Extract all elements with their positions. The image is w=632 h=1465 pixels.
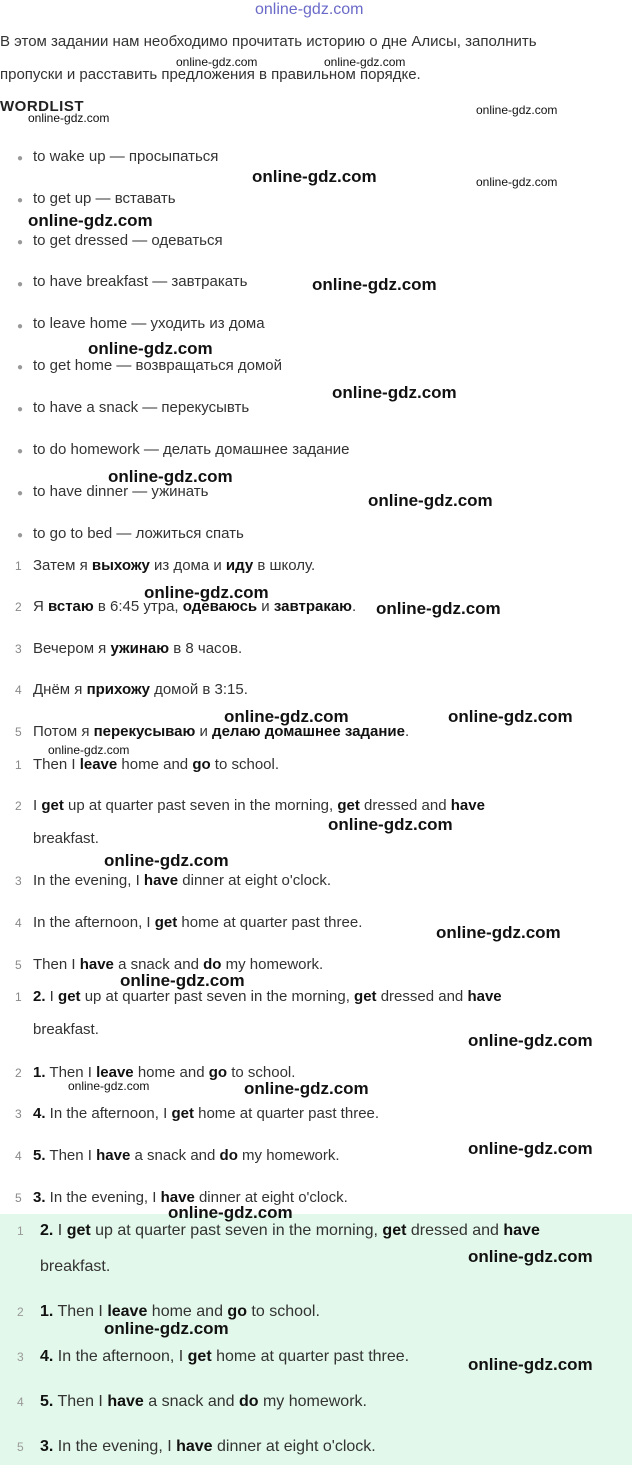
row-number: 1 (17, 1224, 24, 1238)
watermark: online-gdz.com (328, 815, 453, 834)
row-number: 5 (15, 725, 22, 739)
answer-sentence: 5. Then I have a snack and do my homework. (40, 1393, 367, 1410)
ordered-sentence: 2. I get up at quarter past seven in the morning, get dressed and have (33, 988, 502, 1005)
wordlist-item: to leave home — уходить из дома (33, 315, 265, 332)
bullet-icon: ● (17, 279, 24, 290)
watermark: online-gdz.com (255, 1, 364, 18)
watermark: online-gdz.com (104, 1319, 229, 1338)
row-number: 3 (15, 1107, 22, 1121)
row-number: 2 (15, 600, 22, 614)
russian-sentence: Затем я выхожу из дома и иду в школу. (33, 557, 316, 574)
watermark: online-gdz.com (468, 1031, 593, 1050)
watermark: online-gdz.com (476, 175, 558, 189)
russian-sentence: Я встаю в 6:45 утра, одеваюсь и завтракаю. (33, 598, 357, 615)
watermark: online-gdz.com (28, 211, 153, 230)
ordered-sentence: breakfast. (33, 1021, 99, 1038)
answer-sentence: 2. I get up at quarter past seven in the morning, get dressed and have (40, 1222, 540, 1239)
watermark: online-gdz.com (476, 103, 558, 117)
answer-sentence: 1. Then I leave home and go to school. (40, 1303, 320, 1320)
bullet-icon: ● (17, 195, 24, 206)
answer-sentence: 4. In the afternoon, I get home at quarter past three. (40, 1348, 410, 1365)
wordlist-item: to have breakfast — завтракать (33, 273, 248, 290)
bullet-icon: ● (17, 446, 24, 457)
wordlist-item: to go to bed — ложиться спать (33, 525, 244, 542)
wordlist-item: to get dressed — одеваться (33, 232, 223, 249)
watermark: online-gdz.com (252, 167, 377, 186)
watermark: online-gdz.com (68, 1079, 150, 1093)
russian-sentence: Вечером я ужинаю в 8 часов. (33, 640, 243, 657)
watermark: online-gdz.com (48, 743, 130, 757)
bullet-icon: ● (17, 404, 24, 415)
row-number: 2 (17, 1305, 24, 1319)
ordered-sentence: 5. Then I have a snack and do my homework. (33, 1147, 340, 1164)
english-sentence: In the afternoon, I get home at quarter past three. (33, 914, 363, 931)
watermark: online-gdz.com (332, 383, 457, 402)
english-sentence: In the evening, I have dinner at eight o'clock. (33, 872, 332, 889)
answer-sentence: 3. In the evening, I have dinner at eight o'clock. (40, 1438, 376, 1455)
row-number: 5 (15, 1191, 22, 1205)
watermark: online-gdz.com (88, 339, 213, 358)
wordlist-item: to do homework — делать домашнее задание (33, 441, 350, 458)
row-number: 1 (15, 990, 22, 1004)
intro-line-2: пропуски и расставить предложения в правильном порядке. (0, 66, 421, 83)
watermark: online-gdz.com (176, 55, 258, 69)
row-number: 2 (15, 1066, 22, 1080)
row-number: 3 (15, 642, 22, 656)
watermark: online-gdz.com (312, 275, 437, 294)
watermark: online-gdz.com (468, 1247, 593, 1266)
watermark: online-gdz.com (324, 55, 406, 69)
row-number: 1 (15, 559, 22, 573)
english-sentence: I get up at quarter past seven in the morning, get dressed and have (33, 797, 485, 814)
answer-sentence: breakfast. (40, 1258, 111, 1275)
watermark: online-gdz.com (28, 111, 110, 125)
bullet-icon: ● (17, 530, 24, 541)
wordlist-item: to have dinner — ужинать (33, 483, 209, 500)
english-sentence: breakfast. (33, 830, 99, 847)
watermark: online-gdz.com (468, 1355, 593, 1374)
wordlist-item: to have a snack — перекусывть (33, 399, 250, 416)
intro-line-1: В этом задании нам необходимо прочитать историю о дне Алисы, заполнить (0, 33, 537, 50)
bullet-icon: ● (17, 488, 24, 499)
row-number: 4 (17, 1395, 24, 1409)
watermark: online-gdz.com (448, 707, 573, 726)
watermark: online-gdz.com (244, 1079, 369, 1098)
wordlist-heading: WORDLIST (0, 98, 84, 115)
watermark: online-gdz.com (168, 1203, 293, 1222)
bullet-icon: ● (17, 237, 24, 248)
russian-sentence: Днём я прихожу домой в 3:15. (33, 681, 248, 698)
row-number: 4 (15, 916, 22, 930)
row-number: 1 (15, 758, 22, 772)
wordlist-item: to get up — вставать (33, 190, 176, 207)
watermark: online-gdz.com (468, 1139, 593, 1158)
ordered-sentence: 3. In the evening, I have dinner at eight o'clock. (33, 1189, 348, 1206)
watermark: online-gdz.com (368, 491, 493, 510)
watermark: online-gdz.com (144, 583, 269, 602)
row-number: 5 (15, 958, 22, 972)
bullet-icon: ● (17, 321, 24, 332)
watermark: online-gdz.com (436, 923, 561, 942)
wordlist-item: to get home — возвращаться домой (33, 357, 283, 374)
row-number: 4 (15, 683, 22, 697)
watermark: online-gdz.com (104, 851, 229, 870)
watermark: online-gdz.com (376, 599, 501, 618)
ordered-sentence: 1. Then I leave home and go to school. (33, 1064, 296, 1081)
row-number: 3 (17, 1350, 24, 1364)
watermark: online-gdz.com (108, 467, 233, 486)
bullet-icon: ● (17, 362, 24, 373)
english-sentence: Then I leave home and go to school. (33, 756, 280, 773)
bullet-icon: ● (17, 153, 24, 164)
row-number: 4 (15, 1149, 22, 1163)
row-number: 2 (15, 799, 22, 813)
ordered-sentence: 4. In the afternoon, I get home at quarter past three. (33, 1105, 380, 1122)
watermark: online-gdz.com (224, 707, 349, 726)
watermark: online-gdz.com (120, 971, 245, 990)
row-number: 5 (17, 1440, 24, 1454)
russian-sentence: Потом я перекусываю и делаю домашнее задание. (33, 723, 410, 740)
row-number: 3 (15, 874, 22, 888)
wordlist-item: to wake up — просыпаться (33, 148, 219, 165)
english-sentence: Then I have a snack and do my homework. (33, 956, 324, 973)
